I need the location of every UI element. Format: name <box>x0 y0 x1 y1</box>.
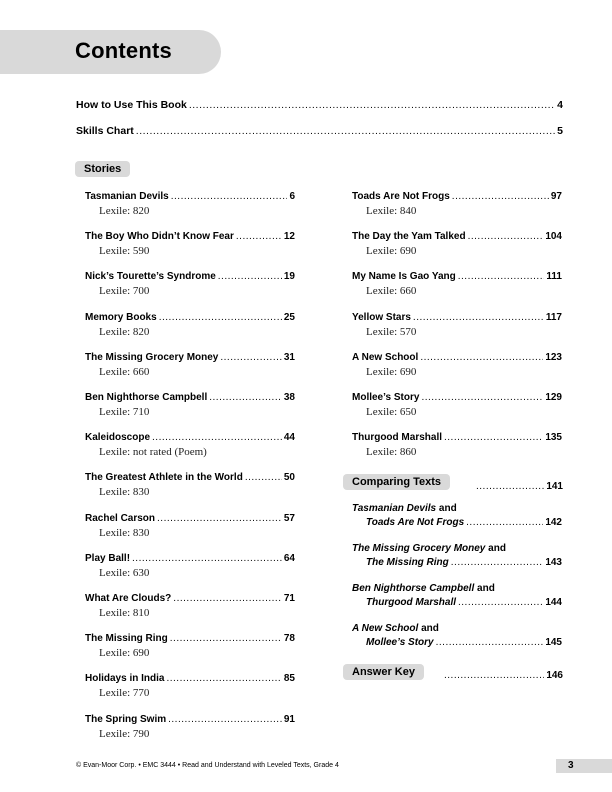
stories-heading: Stories <box>75 161 130 177</box>
story-title-row <box>85 553 295 564</box>
story-title-row <box>352 312 562 323</box>
story-entry[interactable] <box>352 312 562 338</box>
comparing-entry[interactable] <box>352 583 562 608</box>
dot-leader <box>420 352 543 363</box>
dot-leader <box>157 513 282 524</box>
story-entry[interactable] <box>85 392 295 418</box>
lexile-level: Lexile: 690 <box>366 245 417 258</box>
lexile-level: Lexile: 660 <box>99 365 150 378</box>
story-title-row <box>85 633 295 644</box>
comparing-title-2: Thurgood Marshall <box>366 597 456 608</box>
lexile-level: Lexile: 690 <box>99 647 150 660</box>
story-entry[interactable] <box>352 231 562 257</box>
story-title: Tasmanian Devils <box>85 191 169 202</box>
story-title: The Day the Yam Talked <box>352 231 466 243</box>
toc-entry-page: 141 <box>546 481 563 492</box>
comparing-and: and <box>436 503 457 514</box>
toc-entry-page: 146 <box>546 670 563 681</box>
story-title-row <box>352 352 562 363</box>
footer: © Evan-Moor Corp. • EMC 3444 • Read and Understand with Leveled Texts, Grade 4 <box>76 762 339 769</box>
comparing-title-2: Mollee’s Story <box>366 637 434 648</box>
story-title-row <box>352 392 562 403</box>
comparing-line-1 <box>352 503 562 514</box>
story-title: My Name Is Gao Yang <box>352 271 456 283</box>
story-entry[interactable] <box>352 271 562 297</box>
story-page: 38 <box>283 392 295 403</box>
lexile-level: Lexile: 840 <box>366 205 417 217</box>
story-page: 64 <box>283 552 295 564</box>
toc-entry-page: 5 <box>557 125 563 137</box>
lexile-level: Lexile: 590 <box>99 245 150 258</box>
lexile-level: Lexile: 820 <box>99 205 150 217</box>
comparing-line-2 <box>366 597 562 608</box>
story-title: Holidays in India <box>85 673 165 685</box>
dot-leader <box>451 557 544 568</box>
story-entry[interactable] <box>352 432 562 458</box>
story-entry[interactable] <box>85 673 295 699</box>
dot-leader <box>132 553 282 564</box>
comparing-texts-page-row[interactable] <box>474 481 563 492</box>
story-title-row <box>85 352 295 363</box>
dot-leader <box>189 99 555 111</box>
dot-leader <box>173 593 282 604</box>
story-title: Memory Books <box>85 311 157 323</box>
story-title-row <box>352 432 562 443</box>
comparing-entry[interactable] <box>352 623 562 648</box>
comparing-line-1 <box>352 623 562 634</box>
dot-leader <box>444 432 543 443</box>
story-title: The Missing Grocery Money <box>85 351 219 363</box>
comparing-title-2: The Missing Ring <box>366 557 449 568</box>
story-page: 19 <box>283 271 295 283</box>
lexile-level: Lexile: not rated (Poem) <box>99 446 207 459</box>
story-title: Thurgood Marshall <box>352 432 442 444</box>
story-entry[interactable] <box>85 191 295 217</box>
page-title: Contents <box>75 38 172 63</box>
story-title-row <box>85 271 295 282</box>
story-entry[interactable] <box>85 593 295 619</box>
comparing-page: 143 <box>545 557 562 568</box>
comparing-title-2: Toads Are Not Frogs <box>366 517 465 528</box>
comparing-title-1: Ben Nighthorse Campbell <box>352 583 475 594</box>
story-page: 78 <box>283 633 295 645</box>
comparing-line-2 <box>366 557 562 568</box>
comparing-line-1 <box>352 583 562 594</box>
lexile-level: Lexile: 820 <box>99 325 150 338</box>
story-title-row <box>85 472 295 483</box>
story-page: 85 <box>283 673 295 685</box>
lexile-level: Lexile: 630 <box>99 566 150 579</box>
story-page: 135 <box>545 432 562 444</box>
story-page: 57 <box>283 512 295 524</box>
story-page: 71 <box>283 593 295 604</box>
story-page: 104 <box>545 231 562 243</box>
lexile-level: Lexile: 570 <box>366 325 417 338</box>
comparing-page: 145 <box>545 637 562 648</box>
story-title: Toads Are Not Frogs <box>352 191 450 202</box>
story-entry[interactable] <box>85 432 295 458</box>
lexile-level: Lexile: 860 <box>366 446 417 459</box>
comparing-title-1: A New School <box>352 623 419 634</box>
story-title: Nick’s Tourette’s Syndrome <box>85 271 216 283</box>
comparing-page: 142 <box>545 517 562 528</box>
lexile-level: Lexile: 830 <box>99 526 150 539</box>
dot-leader <box>468 231 544 242</box>
story-title: Ben Nighthorse Campbell <box>85 392 208 403</box>
story-page: 31 <box>283 351 295 363</box>
story-page: 117 <box>545 311 562 323</box>
lexile-level: Lexile: 710 <box>99 406 150 418</box>
story-title: The Spring Swim <box>85 713 167 725</box>
story-page: 12 <box>283 231 295 243</box>
lexile-level: Lexile: 810 <box>99 607 150 619</box>
story-entry[interactable] <box>352 191 562 217</box>
dot-leader <box>466 517 543 528</box>
story-title-row <box>85 513 295 524</box>
comparing-title-1: The Missing Grocery Money <box>352 543 486 554</box>
answer-key-page-row[interactable] <box>442 670 563 681</box>
comparing-entry[interactable] <box>352 503 562 528</box>
comparing-texts-heading: Comparing Texts <box>343 474 450 490</box>
story-page: 6 <box>289 191 295 202</box>
dot-leader <box>209 392 282 403</box>
story-page: 91 <box>283 713 295 725</box>
story-entry[interactable] <box>85 472 295 498</box>
story-title-row <box>352 231 562 242</box>
story-entry[interactable] <box>352 392 562 418</box>
dot-leader <box>220 352 282 363</box>
story-entry[interactable] <box>85 231 295 257</box>
comparing-line-2 <box>366 637 562 648</box>
dot-leader <box>166 673 281 684</box>
story-title-row <box>85 593 295 604</box>
dot-leader <box>236 231 282 242</box>
story-title-row <box>85 312 295 323</box>
lexile-level: Lexile: 770 <box>99 687 150 700</box>
dot-leader <box>413 312 544 323</box>
dot-leader <box>168 714 282 725</box>
lexile-level: Lexile: 690 <box>366 365 417 378</box>
dot-leader <box>452 191 549 202</box>
story-entry[interactable] <box>85 352 295 378</box>
page-number-tab <box>556 759 612 773</box>
answer-key-heading: Answer Key <box>343 664 424 680</box>
story-page: 44 <box>283 432 295 444</box>
lexile-level: Lexile: 790 <box>99 727 150 740</box>
story-page: 111 <box>546 271 562 283</box>
story-title: Play Ball! <box>85 552 131 564</box>
story-title-row <box>352 191 562 202</box>
comparing-line-1 <box>352 543 562 554</box>
dot-leader <box>136 125 555 137</box>
comparing-title-1: Tasmanian Devils <box>352 503 437 514</box>
story-title-row <box>85 432 295 443</box>
story-entry[interactable] <box>85 553 295 579</box>
story-entry[interactable] <box>85 271 295 297</box>
comparing-and: and <box>485 543 506 554</box>
dot-leader <box>171 191 288 202</box>
comparing-line-2 <box>366 517 562 528</box>
story-entry[interactable] <box>85 633 295 659</box>
story-title-row <box>85 673 295 684</box>
story-entry[interactable] <box>85 312 295 338</box>
story-title: The Greatest Athlete in the World <box>85 472 243 484</box>
toc-entry-page: 4 <box>557 99 563 111</box>
dot-leader <box>444 670 544 681</box>
toc-entry-how-to-use[interactable] <box>76 99 563 111</box>
dot-leader <box>218 271 282 282</box>
story-page: 129 <box>545 392 562 403</box>
story-title: Rachel Carson <box>85 512 156 524</box>
story-title: Mollee’s Story <box>352 392 420 403</box>
story-title: The Missing Ring <box>85 633 168 645</box>
comparing-and: and <box>418 623 439 634</box>
story-title: The Boy Who Didn’t Know Fear <box>85 231 234 243</box>
dot-leader <box>458 271 545 282</box>
story-entry[interactable] <box>352 352 562 378</box>
dot-leader <box>152 432 282 443</box>
story-entry[interactable] <box>85 714 295 740</box>
dot-leader <box>436 637 544 648</box>
comparing-entry[interactable] <box>352 543 562 568</box>
story-title: Yellow Stars <box>352 311 411 323</box>
dot-leader <box>245 472 282 483</box>
story-title: A New School <box>352 351 419 363</box>
story-title-row <box>85 714 295 725</box>
toc-entry-skills-chart[interactable] <box>76 125 563 137</box>
story-title-row <box>85 191 295 202</box>
dot-leader <box>170 633 282 644</box>
lexile-level: Lexile: 700 <box>99 285 150 298</box>
story-title-row <box>85 231 295 242</box>
toc-entry-label: Skills Chart <box>76 125 134 137</box>
story-page: 50 <box>283 472 295 484</box>
comparing-and: and <box>474 583 495 594</box>
dot-leader <box>476 481 544 492</box>
dot-leader <box>458 597 543 608</box>
page-number: 3 <box>568 760 574 771</box>
story-title-row <box>85 392 295 403</box>
dot-leader <box>421 392 543 403</box>
toc-entry-label: How to Use This Book <box>76 99 187 111</box>
story-page: 25 <box>283 311 295 323</box>
story-title-row <box>352 271 562 282</box>
lexile-level: Lexile: 660 <box>366 285 417 298</box>
comparing-page: 144 <box>545 597 562 608</box>
story-title: Kaleidoscope <box>85 432 151 444</box>
story-page: 123 <box>545 351 562 363</box>
story-entry[interactable] <box>85 513 295 539</box>
lexile-level: Lexile: 830 <box>99 486 150 499</box>
story-page: 97 <box>550 191 562 202</box>
lexile-level: Lexile: 650 <box>366 406 417 418</box>
story-title: What Are Clouds? <box>85 593 172 604</box>
dot-leader <box>159 312 282 323</box>
